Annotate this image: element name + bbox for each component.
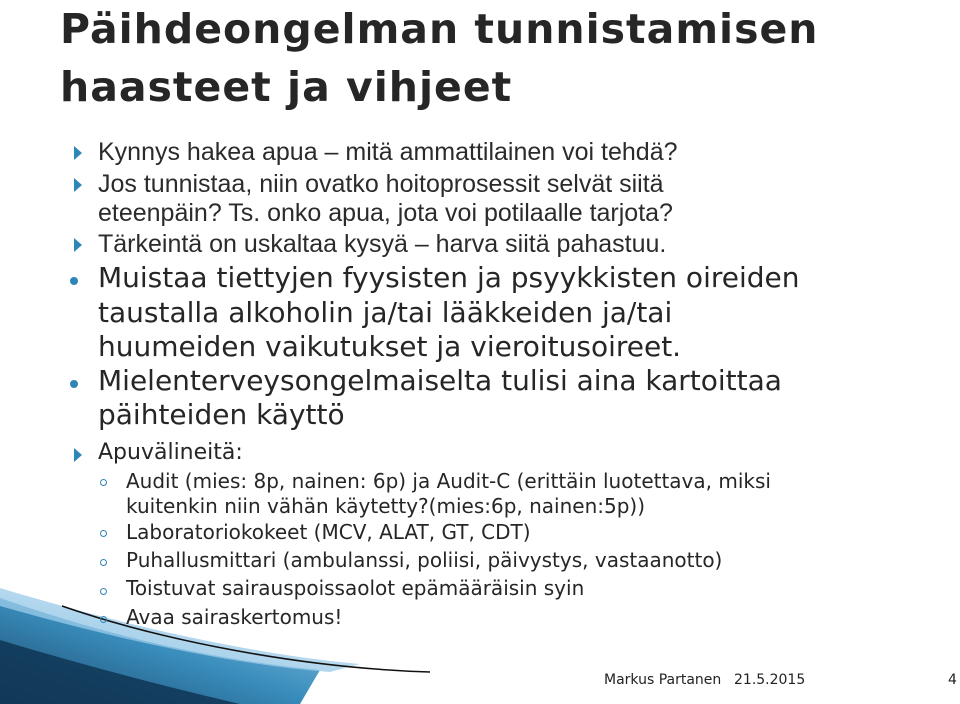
title-line-2: haasteet ja vihjeet (60, 63, 513, 111)
list-item: Apuvälineitä: (98, 440, 243, 465)
list-item: Muistaa tiettyjen fyysisten ja psyykkisten oireiden (98, 261, 800, 294)
footer-page-number: 4 (948, 672, 957, 688)
dot-bullet-icon (70, 277, 78, 285)
list-item: Tärkeintä on uskaltaa kysyä – harva siitä pahastuu. (98, 230, 667, 258)
sub-list-item: Avaa sairaskertomus! (126, 605, 343, 629)
slide-title (60, 0, 940, 116)
title-line-1: Päihdeongelman tunnistamisen (60, 5, 819, 53)
list-item: Jos tunnistaa, niin ovatko hoitoprosessit selvät siitä (98, 170, 664, 198)
footer-author: Markus Partanen (604, 672, 722, 688)
arrow-bullet-icon (74, 146, 82, 160)
list-item-continued: eteenpäin? Ts. onko apua, jota voi potilaalle tarjota? (98, 199, 673, 227)
list-item-continued: huumeiden vaikutukset ja vieroitusoireet. (98, 330, 682, 363)
arrow-bullet-icon (74, 448, 82, 462)
arrow-bullet-icon (74, 178, 82, 192)
ring-bullet-icon (100, 559, 107, 566)
ring-bullet-icon (100, 616, 107, 623)
list-item: Mielenterveysongelmaiselta tulisi aina kartoittaa (98, 364, 782, 397)
list-item: Kynnys hakea apua – mitä ammattilainen voi tehdä? (98, 138, 678, 166)
ring-bullet-icon (100, 479, 107, 486)
dot-bullet-icon (70, 380, 78, 388)
ring-bullet-icon (100, 588, 107, 595)
list-item-continued: päihteiden käyttö (98, 398, 345, 431)
list-item-continued: taustalla alkoholin ja/tai lääkkeiden ja/tai (98, 296, 673, 329)
arrow-bullet-icon (74, 238, 82, 252)
sub-list-item-continued: kuitenkin niin vähän käytetty?(mies:6p, nainen:5p)) (126, 494, 646, 518)
sub-list-item: Puhallusmittari (ambulanssi, poliisi, päivystys, vastaanotto) (126, 548, 723, 572)
sub-list-item: Toistuvat sairauspoissaolot epämääräisin syin (126, 576, 585, 600)
ring-bullet-icon (100, 530, 107, 537)
footer-date: 21.5.2015 (734, 672, 806, 688)
sub-list-item: Audit (mies: 8p, nainen: 6p) ja Audit-C (erittäin luotettava, miksi (126, 469, 771, 493)
sub-list-item: Laboratoriokokeet (MCV, ALAT, GT, CDT) (126, 520, 531, 544)
